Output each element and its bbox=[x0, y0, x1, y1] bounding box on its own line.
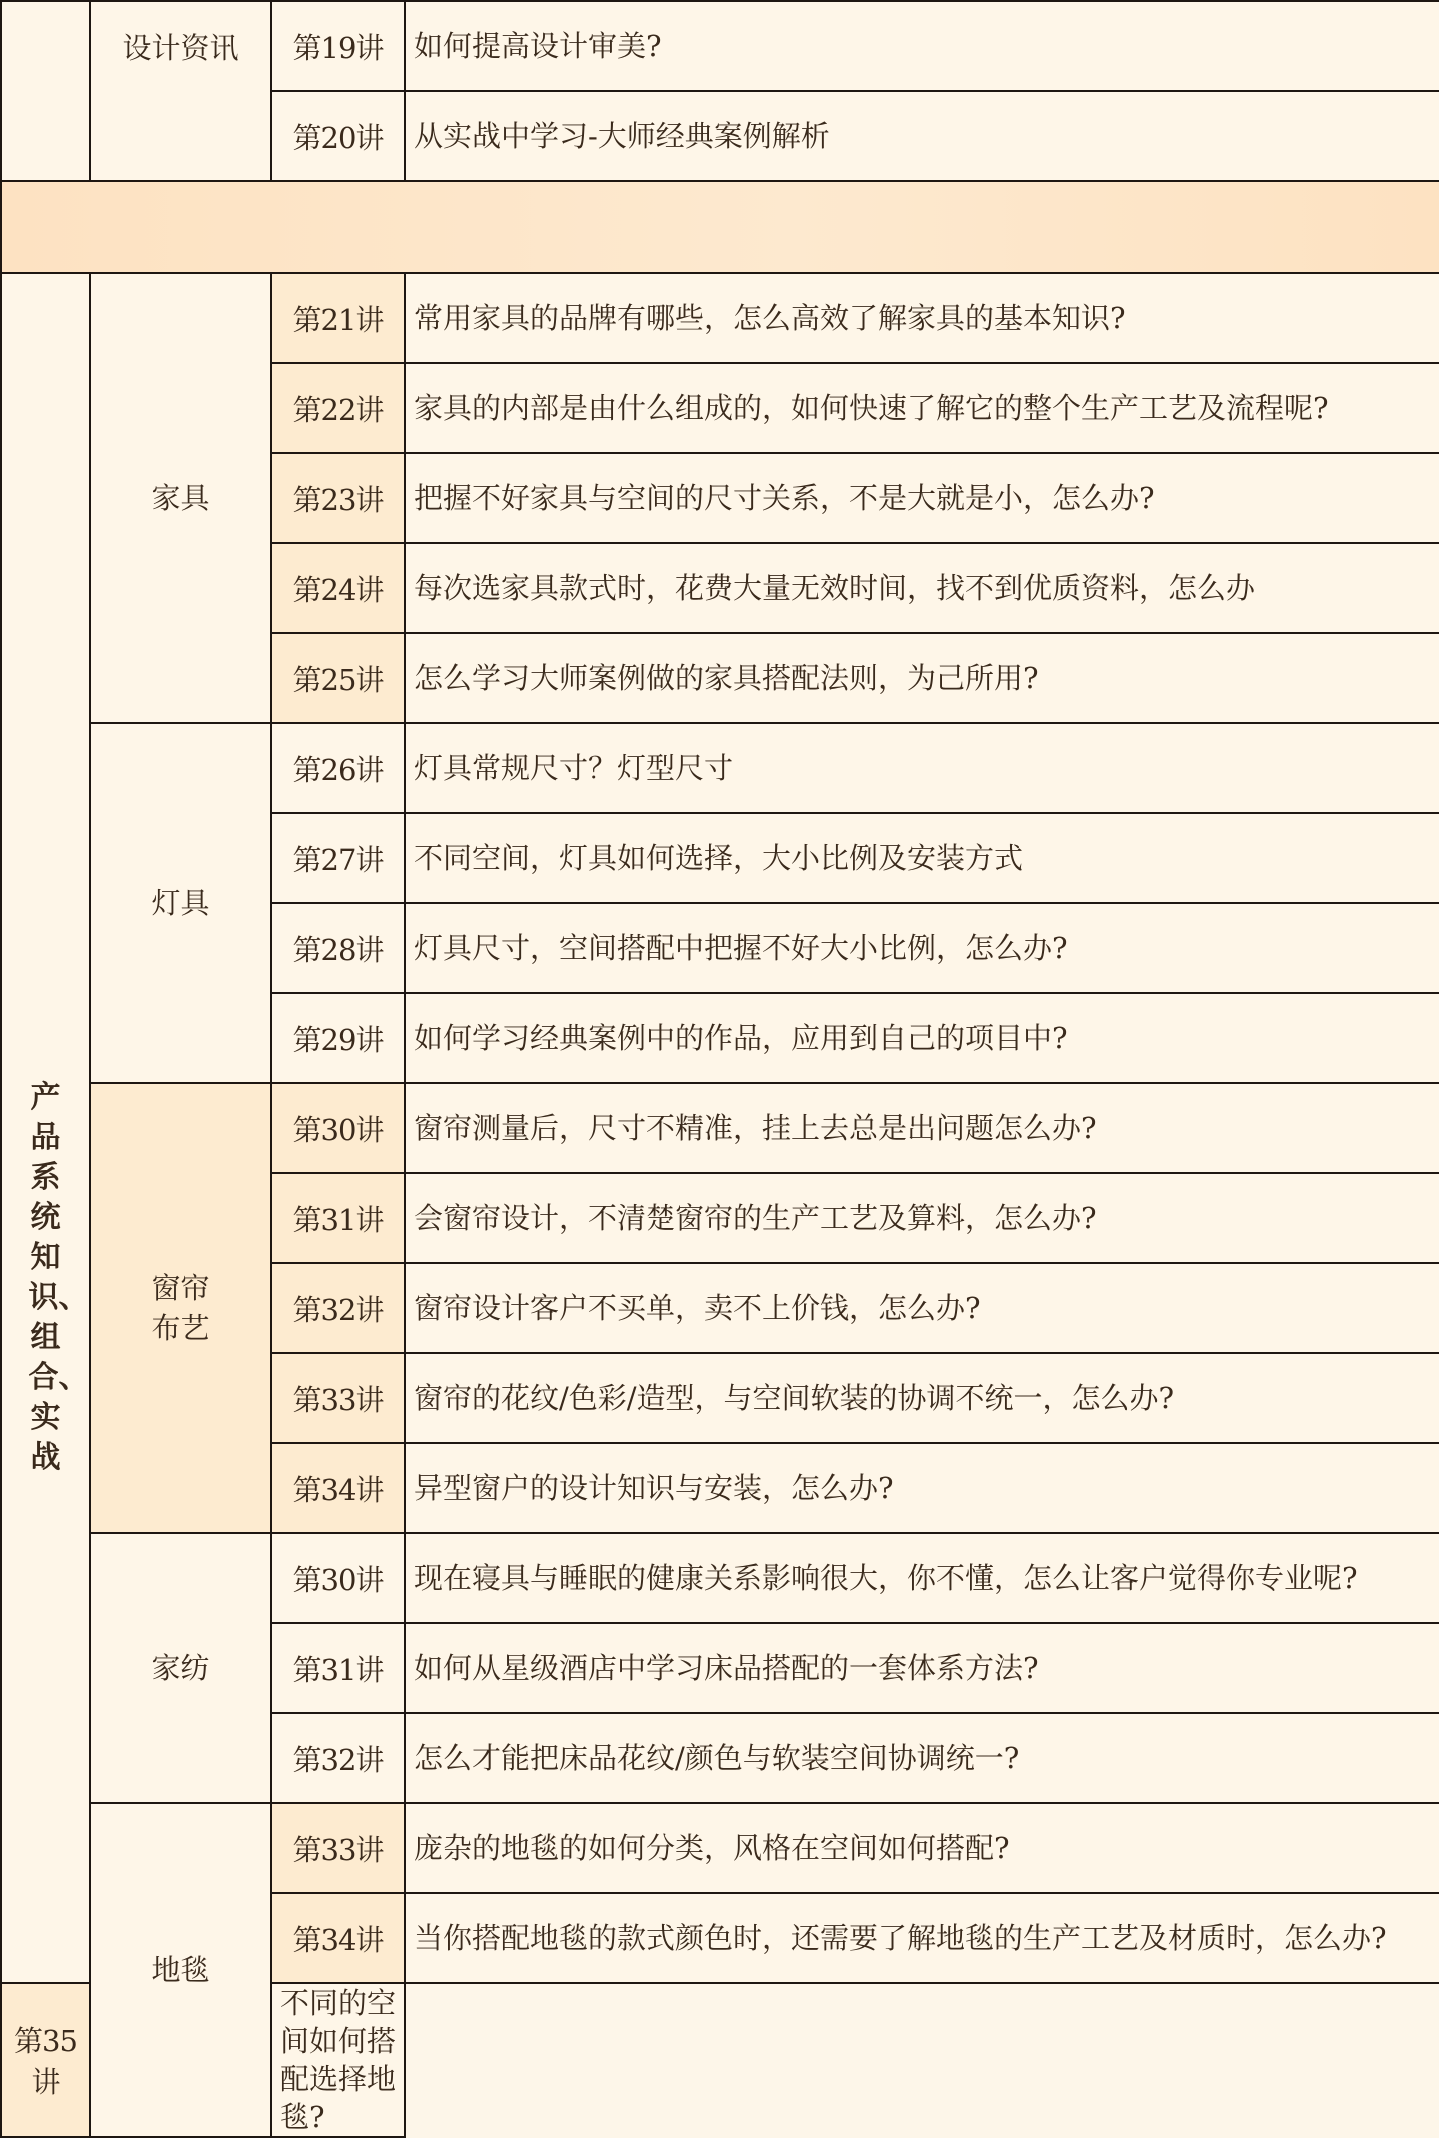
lecture-title: 现在寝具与睡眠的健康关系影响很大，你不懂，怎么让客户觉得你专业呢? bbox=[405, 1533, 1439, 1623]
lecture-title: 把握不好家具与空间的尺寸关系，不是大就是小，怎么办? bbox=[405, 453, 1439, 543]
lecture-title: 窗帘设计客户不买单，卖不上价钱，怎么办? bbox=[405, 1263, 1439, 1353]
lecture-title: 家具的内部是由什么组成的，如何快速了解它的整个生产工艺及流程呢? bbox=[405, 363, 1439, 453]
category-home-textiles: 家纺 bbox=[90, 1533, 271, 1803]
lecture-number: 第33讲 bbox=[271, 1803, 405, 1893]
lecture-number: 第29讲 bbox=[271, 993, 405, 1083]
table-row bbox=[1, 723, 1439, 813]
category-carpets: 地毯 bbox=[90, 1803, 271, 2137]
category-lamps: 灯具 bbox=[90, 723, 271, 1083]
table-row bbox=[1, 1533, 1439, 1623]
lecture-number: 第34讲 bbox=[271, 1893, 405, 1983]
lecture-title: 不同的空间如何搭配选择地毯? bbox=[271, 1983, 405, 2137]
lecture-number: 第31讲 bbox=[271, 1173, 405, 1263]
lecture-number: 第31讲 bbox=[271, 1623, 405, 1713]
lecture-number: 第21讲 bbox=[271, 273, 405, 363]
lecture-number: 第24讲 bbox=[271, 543, 405, 633]
lecture-number: 第26讲 bbox=[271, 723, 405, 813]
lecture-title: 怎么学习大师案例做的家具搭配法则，为己所用? bbox=[405, 633, 1439, 723]
lecture-title: 怎么才能把床品花纹/颜色与软装空间协调统一? bbox=[405, 1713, 1439, 1803]
table-row bbox=[1, 273, 1439, 363]
table-row bbox=[1, 1803, 1439, 1893]
table-row bbox=[1, 1083, 1439, 1173]
lecture-title: 如何提高设计审美? bbox=[405, 1, 1439, 91]
lecture-number: 第35讲 bbox=[1, 1983, 90, 2137]
lecture-title: 每次选家具款式时，花费大量无效时间，找不到优质资料，怎么办 bbox=[405, 543, 1439, 633]
lecture-number: 第20讲 bbox=[271, 91, 405, 181]
separator-band bbox=[1, 181, 1439, 273]
lecture-number: 第30讲 bbox=[271, 1533, 405, 1623]
section-label-cell bbox=[1, 273, 90, 1983]
lecture-title: 会窗帘设计，不清楚窗帘的生产工艺及算料，怎么办? bbox=[405, 1173, 1439, 1263]
lecture-number: 第32讲 bbox=[271, 1263, 405, 1353]
lecture-number: 第28讲 bbox=[271, 903, 405, 993]
category-furniture: 家具 bbox=[90, 273, 271, 723]
lecture-number: 第32讲 bbox=[271, 1713, 405, 1803]
lecture-number: 第22讲 bbox=[271, 363, 405, 453]
lecture-title: 从实战中学习-大师经典案例解析 bbox=[405, 91, 1439, 181]
category-curtains-line1: 窗帘 bbox=[151, 1271, 210, 1305]
lecture-title: 窗帘测量后，尺寸不精准，挂上去总是出问题怎么办? bbox=[405, 1083, 1439, 1173]
lecture-title: 不同空间，灯具如何选择，大小比例及安装方式 bbox=[405, 813, 1439, 903]
lecture-number: 第25讲 bbox=[271, 633, 405, 723]
category-curtains-line2: 布艺 bbox=[151, 1311, 210, 1345]
lecture-number: 第30讲 bbox=[271, 1083, 405, 1173]
lecture-title: 庞杂的地毯的如何分类，风格在空间如何搭配? bbox=[405, 1803, 1439, 1893]
lecture-number: 第34讲 bbox=[271, 1443, 405, 1533]
lecture-title: 灯具常规尺寸？灯型尺寸 bbox=[405, 723, 1439, 813]
lecture-title: 窗帘的花纹/色彩/造型，与空间软装的协调不统一，怎么办? bbox=[405, 1353, 1439, 1443]
lecture-title: 如何从星级酒店中学习床品搭配的一套体系方法? bbox=[405, 1623, 1439, 1713]
lecture-number: 第19讲 bbox=[271, 1, 405, 91]
lecture-title: 异型窗户的设计知识与安装，怎么办? bbox=[405, 1443, 1439, 1533]
section-cell-top bbox=[1, 1, 90, 181]
lecture-number: 第33讲 bbox=[271, 1353, 405, 1443]
lecture-title: 当你搭配地毯的款式颜色时，还需要了解地毯的生产工艺及材质时，怎么办? bbox=[405, 1893, 1439, 1983]
table-row bbox=[1, 1, 1439, 91]
lecture-number: 第27讲 bbox=[271, 813, 405, 903]
separator-row bbox=[1, 181, 1439, 273]
lecture-title: 灯具尺寸，空间搭配中把握不好大小比例，怎么办? bbox=[405, 903, 1439, 993]
lecture-number: 第23讲 bbox=[271, 453, 405, 543]
lecture-title: 常用家具的品牌有哪些，怎么高效了解家具的基本知识? bbox=[405, 273, 1439, 363]
category-curtains bbox=[90, 1083, 271, 1533]
section-label: 产品系统知识、组合、实战 bbox=[28, 1080, 89, 1475]
category-design-news: 设计资讯 bbox=[90, 1, 271, 181]
lecture-title: 如何学习经典案例中的作品，应用到自己的项目中? bbox=[405, 993, 1439, 1083]
